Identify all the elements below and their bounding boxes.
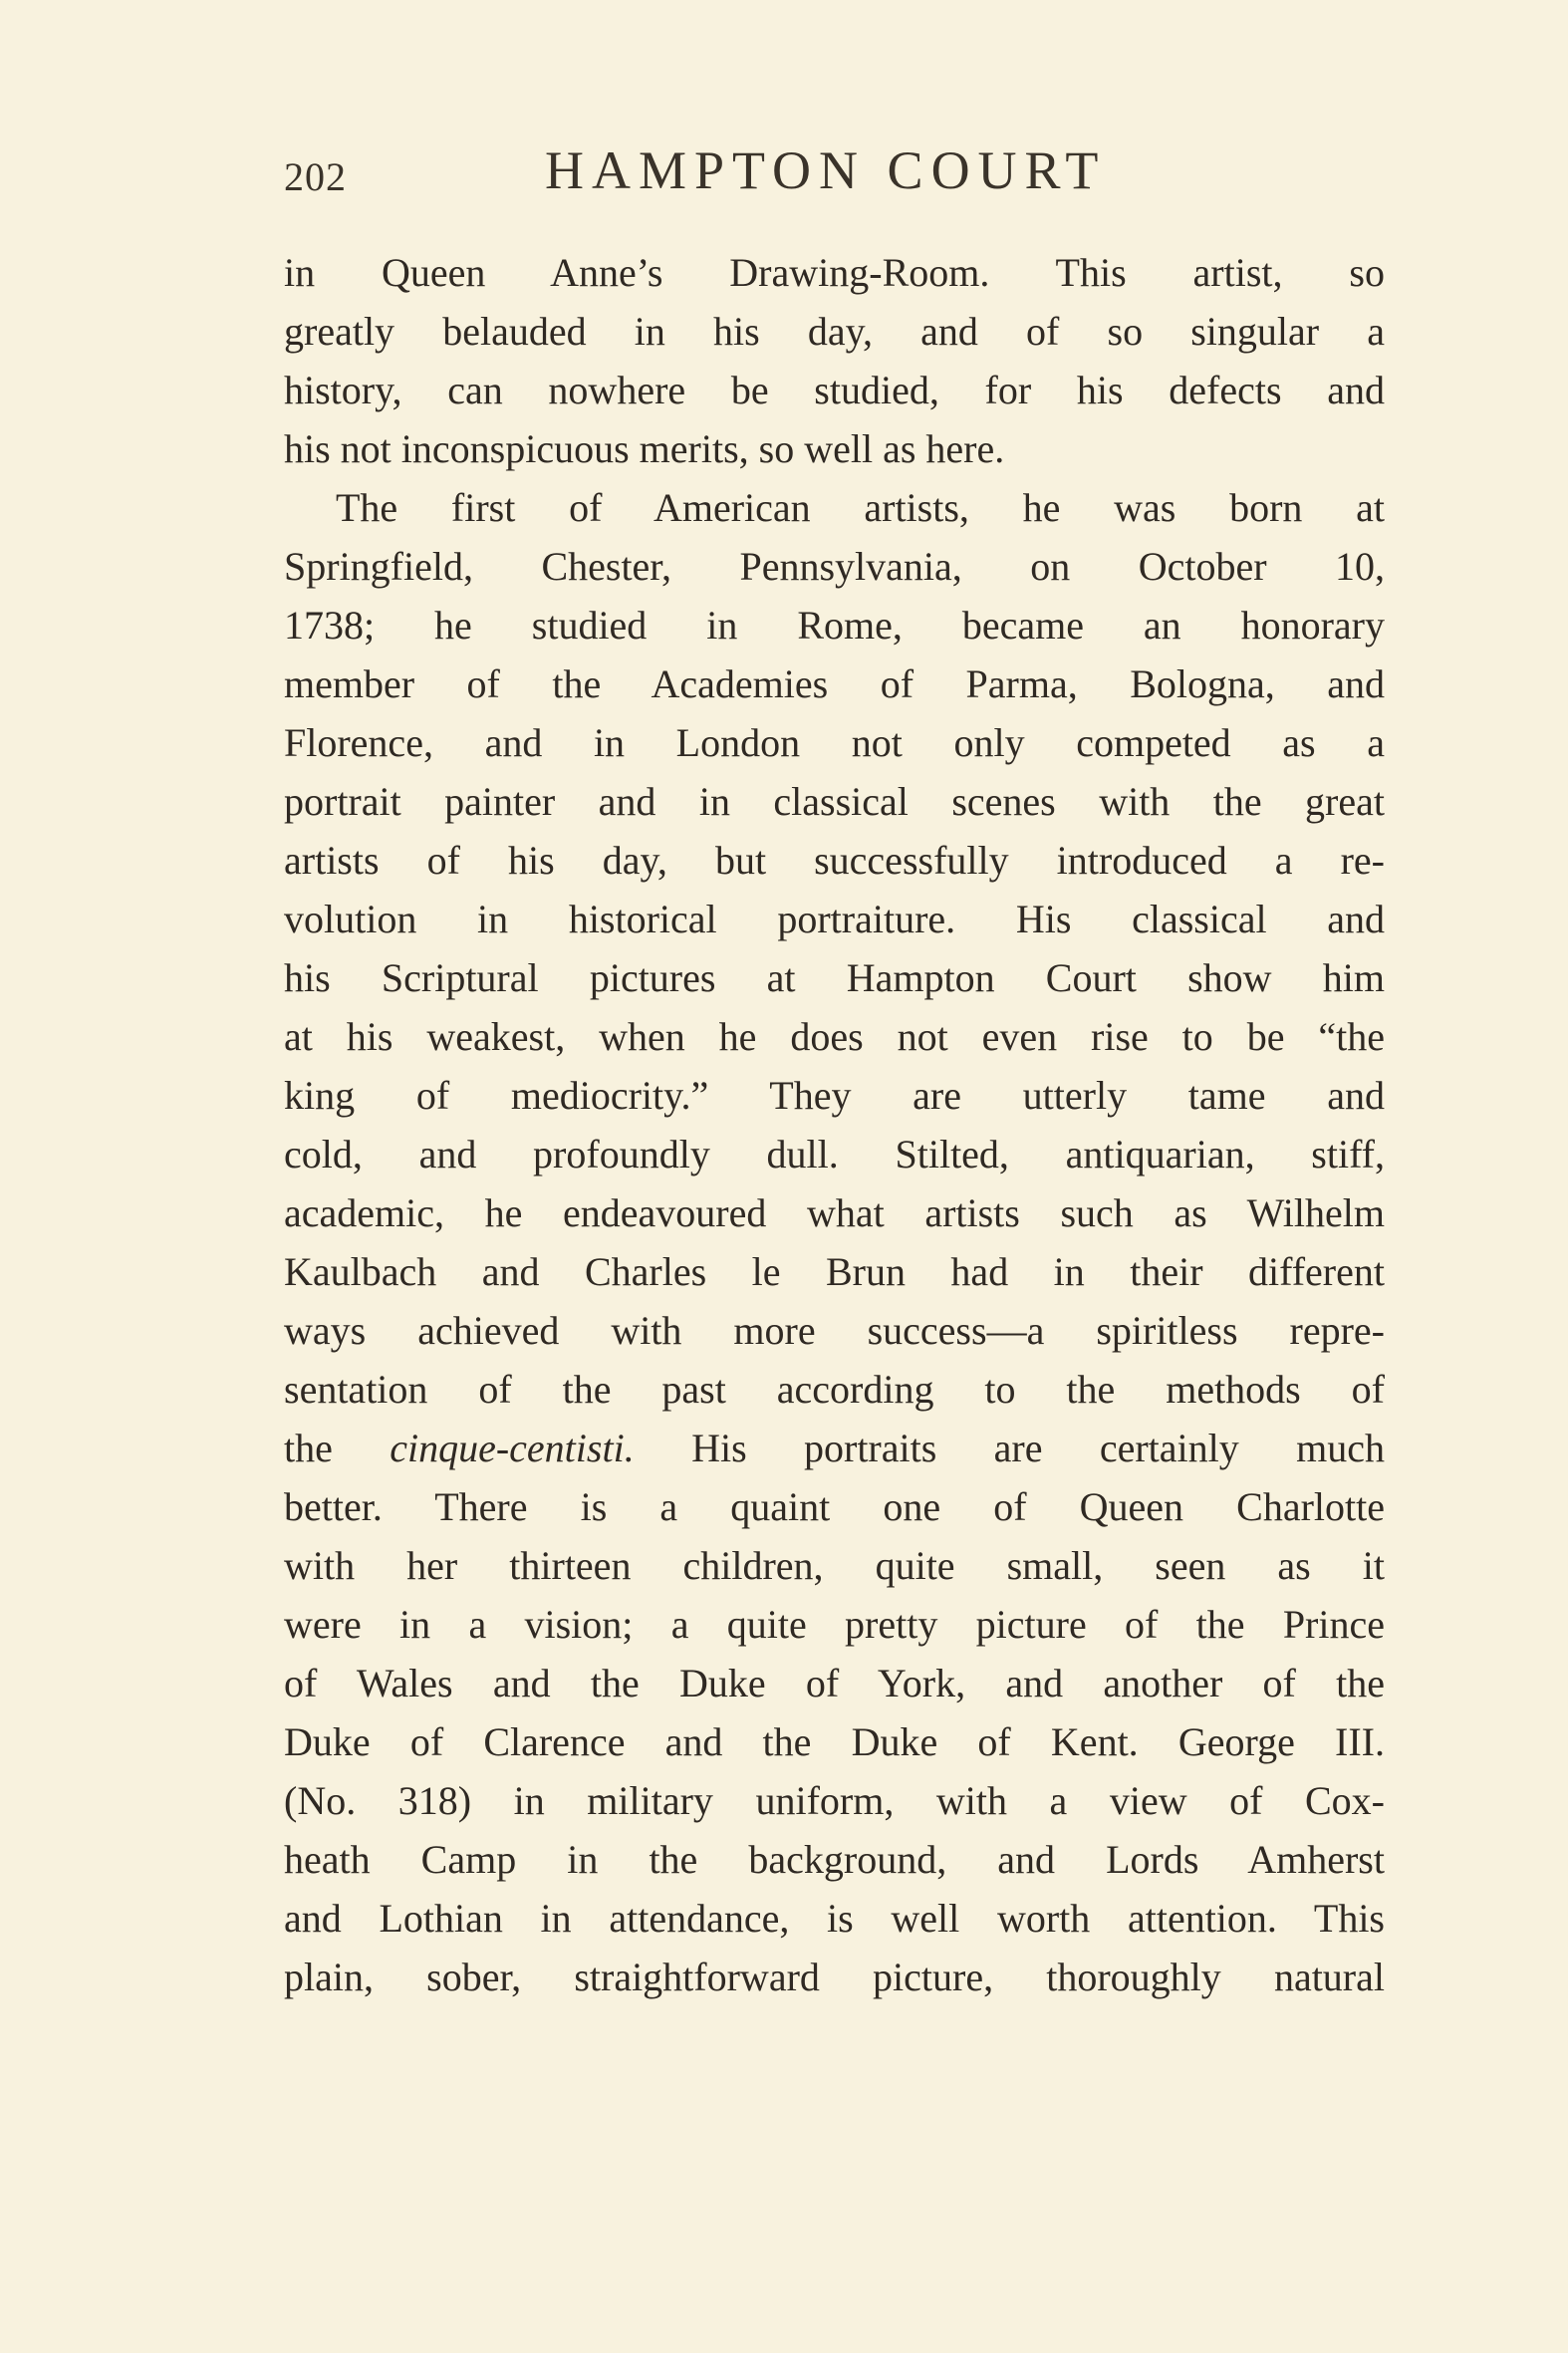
page-number: 202 [284,154,347,199]
body-text [284,243,1385,2006]
text-line: at his weakest, when he does not even rise to be “the [284,1014,1385,1059]
text-line: and Lothian in attendance, is well worth attention. This [284,1896,1385,1941]
page-header [284,139,1380,209]
italic-term: cinque-centisti. [390,1426,635,1470]
text-line: his not inconspicuous merits, so well as here. [284,426,1005,471]
text-line: of Wales and the Duke of York, and another of the [284,1661,1385,1705]
text-line: plain, sober, straightforward picture, thoroughly natural [284,1955,1385,1999]
text-line: ways achieved with more success—a spiritless repre- [284,1308,1385,1353]
text-run: the [284,1426,391,1470]
text-line: member of the Academies of Parma, Bologna, and [284,661,1385,706]
text-line: Florence, and in London not only competed as a [284,720,1385,765]
text-line: The first of American artists, he was born at [336,485,1385,530]
text-line: portrait painter and in classical scenes with the great [284,779,1385,824]
text-line: were in a vision; a quite pretty picture of the Prince [284,1602,1385,1647]
text-line: artists of his day, but successfully introduced a re- [284,838,1385,883]
text-line: king of mediocrity.” They are utterly tame and [284,1073,1385,1118]
text-line: history, can nowhere be studied, for his defects and [284,368,1385,412]
text-line: volution in historical portraiture. His classical and [284,897,1385,941]
text-line-with-italic [284,1419,1385,1477]
text-line: (No. 318) in military uniform, with a view of Cox- [284,1778,1385,1823]
text-line: in Queen Anne’s Drawing-Room. This artist, so [284,250,1385,295]
text-line: heath Camp in the background, and Lords Amherst [284,1837,1385,1882]
text-line: Duke of Clarence and the Duke of Kent. George III. [284,1719,1385,1764]
text-line: better. There is a quaint one of Queen Charlotte [284,1484,1385,1529]
text-run: His portraits are certainly much [634,1426,1385,1470]
text-line: Kaulbach and Charles le Brun had in their different [284,1249,1385,1294]
text-line: his Scriptural pictures at Hampton Court show him [284,955,1385,1000]
text-line: academic, he endeavoured what artists such as Wilhelm [284,1190,1385,1235]
text-line: greatly belauded in his day, and of so singular a [284,309,1385,354]
text-line: sentation of the past according to the methods of [284,1367,1385,1412]
text-line: 1738; he studied in Rome, became an honorary [284,603,1385,648]
text-line: with her thirteen children, quite small, seen as it [284,1543,1385,1588]
text-line: Springfield, Chester, Pennsylvania, on October 10, [284,544,1385,589]
running-head: HAMPTON COURT [545,140,1107,200]
text-line: cold, and profoundly dull. Stilted, antiquarian, stiff, [284,1132,1385,1176]
